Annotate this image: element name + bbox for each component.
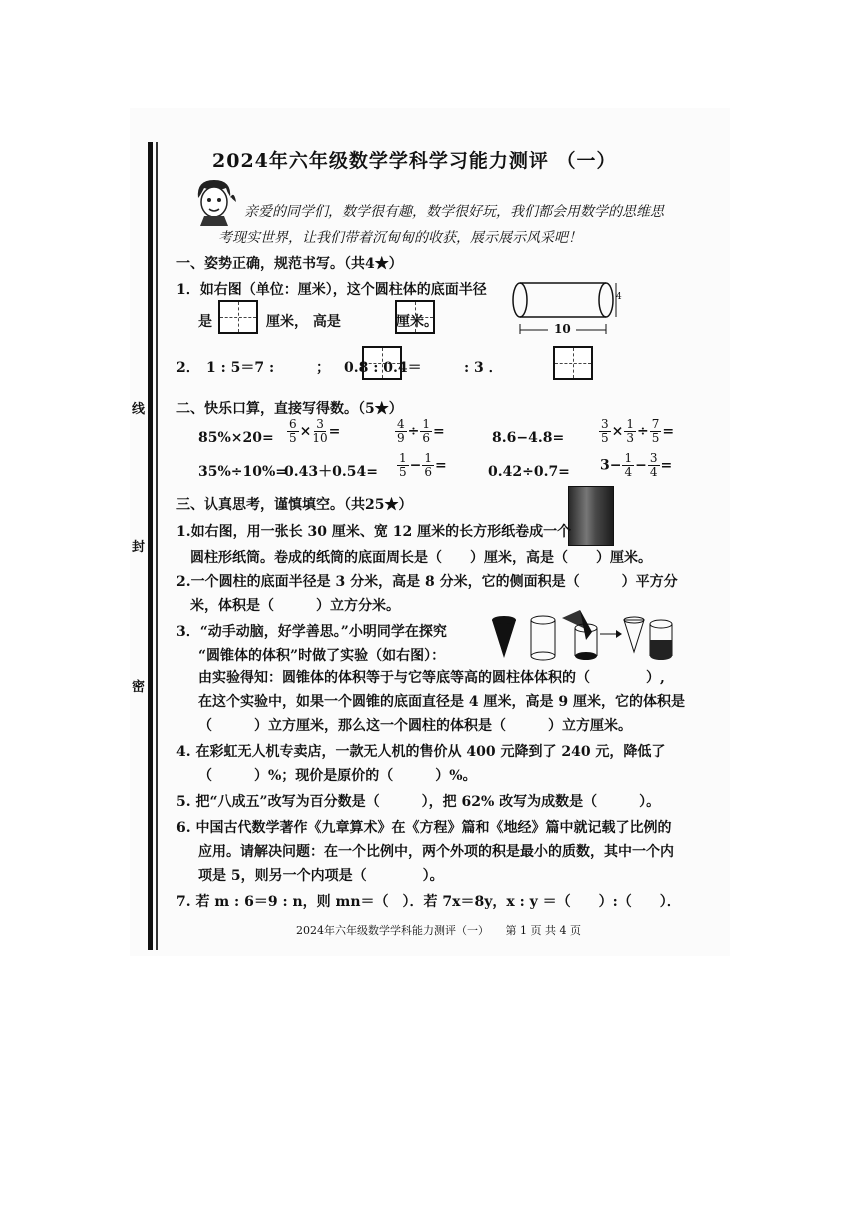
cone-experiment-diagram (488, 600, 678, 668)
page-footer: 2024年六年级数学学科能力测评（一） 第 1 页 共 4 页 (296, 924, 581, 937)
s1-q1-cm2: 厘米。 (396, 314, 438, 330)
calc-r2c3: $\frac{1}{5}$ − $\frac{1}{6}$ = (399, 451, 447, 479)
s3-q5: 5. 把“八成五”改写为百分数是（ ），把 62% 改写为成数是（ ）。 (176, 794, 661, 810)
binding-line-inner (156, 142, 158, 950)
section-1-heading: 一、姿势正确，规范书写。（共4★） (176, 256, 403, 272)
s3-q1-line2: 圆柱形纸筒。卷成的纸筒的底面周长是（ ）厘米，高是（ ）厘米。 (190, 550, 652, 566)
s3-q6-line3: 项是 5，则另一个内项是（ ）。 (198, 868, 444, 884)
s1-q2-c: : 3 ． (464, 360, 503, 376)
s3-q3-line1: 3．“动手动脑，好学善思。”小明同学在探究 (176, 624, 447, 640)
s1-q2-sep: ； (316, 360, 330, 376)
s3-q3-line2: “圆锥体的体积”时做了实验（如右图）： (198, 648, 446, 664)
section-2-heading: 二、快乐口算，直接写得数。（5★） (176, 401, 403, 417)
side-mark-xian: 线 (132, 402, 146, 417)
calc-r1c1: 85%×20= (198, 430, 274, 446)
intro-line-2: 考现实世界，让我们带着沉甸甸的收获，展示展示风采吧！ (218, 230, 582, 246)
calc-r1c5: $\frac{3}{5}$ × $\frac{1}{3}$ ÷ $\frac{7}{5}$ = (601, 417, 675, 445)
student-mascot-image (190, 176, 238, 228)
s3-q6-line2: 应用。请解决问题：在一个比例中，两个外项的积是最小的质数，其中一个内 (198, 844, 674, 860)
calc-r2c1: 35%÷10%= (198, 464, 288, 480)
s1-q2-b: 0.8 : 0.4＝ (344, 360, 422, 376)
s3-q2-line2: 米，体积是（ ）立方分米。 (190, 598, 400, 614)
calc-r2c5: 3− $\frac{1}{4}$ − $\frac{3}{4}$ = (600, 451, 673, 479)
s3-q3-line3: 由实验得知：圆锥体的体积等于与它等底等高的圆柱体体积的（ ）, (198, 670, 665, 686)
s3-q1-line1: 1.如右图，用一张长 30 厘米、宽 12 厘米的长方形纸卷成一个 (176, 524, 572, 540)
s3-q6-line1: 6. 中国古代数学著作《九章算术》在《方程》篇和《地经》篇中就记载了比例的 (176, 820, 672, 836)
s1-q2-a: 1 : 5＝7 : (206, 360, 275, 376)
s3-q2-line1: 2.一个圆柱的底面半径是 3 分米，高是 8 分米，它的侧面积是（ ）平方分 (176, 574, 678, 590)
s1-q1-line1: 1．如右图（单位：厘米），这个圆柱体的底面半径 (176, 282, 487, 298)
calc-r1c4: 8.6−4.8= (492, 430, 565, 446)
binding-line (148, 142, 153, 950)
s3-q7: 7. 若 m : 6＝9 : n，则 mn＝（ ）．若 7x＝8y，x : y ＝（ ）:（ ）． (176, 894, 681, 910)
s1-q1-cm1: 厘米， 高是 (266, 314, 341, 330)
calc-r2c2: 0.43＋0.54= (284, 464, 378, 480)
side-mark-feng: 封 (132, 540, 146, 555)
s1-q1-is: 是 (198, 314, 212, 330)
paper-tube-photo (568, 486, 614, 546)
s3-q4-line2: （ ）%；现价是原价的（ ）%。 (198, 768, 477, 784)
page-title: 2024年六年级数学学科学习能力测评 （一） (212, 150, 617, 172)
answer-box-ratio-2[interactable] (553, 346, 593, 380)
calc-r1c2: $\frac{6}{5}$ × $\frac{3}{10}$ = (289, 417, 341, 445)
calc-r1c3: $\frac{4}{9}$ ÷ $\frac{1}{6}$ = (397, 417, 445, 445)
cylinder-length-label: 10 (554, 322, 571, 336)
calc-r2c4: 0.42÷0.7= (488, 464, 570, 480)
answer-box-radius[interactable] (218, 300, 258, 334)
section-3-heading: 三、认真思考，谨慎填空。（共25★） (176, 497, 413, 513)
side-mark-mi: 密 (132, 680, 146, 695)
intro-line-1: 亲爱的同学们，数学很有趣，数学很好玩，我们都会用数学的思维思 (244, 204, 664, 220)
s3-q3-line5: （ ）立方厘米，那么这一个圆柱的体积是（ ）立方厘米。 (198, 718, 632, 734)
cylinder-height-label: 4 (616, 292, 622, 302)
s3-q3-line4: 在这个实验中，如果一个圆锥的底面直径是 4 厘米，高是 9 厘米，它的体积是 (198, 694, 685, 710)
s1-q2-num: 2． (176, 360, 200, 376)
s3-q4-line1: 4. 在彩虹无人机专卖店，一款无人机的售价从 400 元降到了 240 元，降低了 (176, 744, 666, 760)
